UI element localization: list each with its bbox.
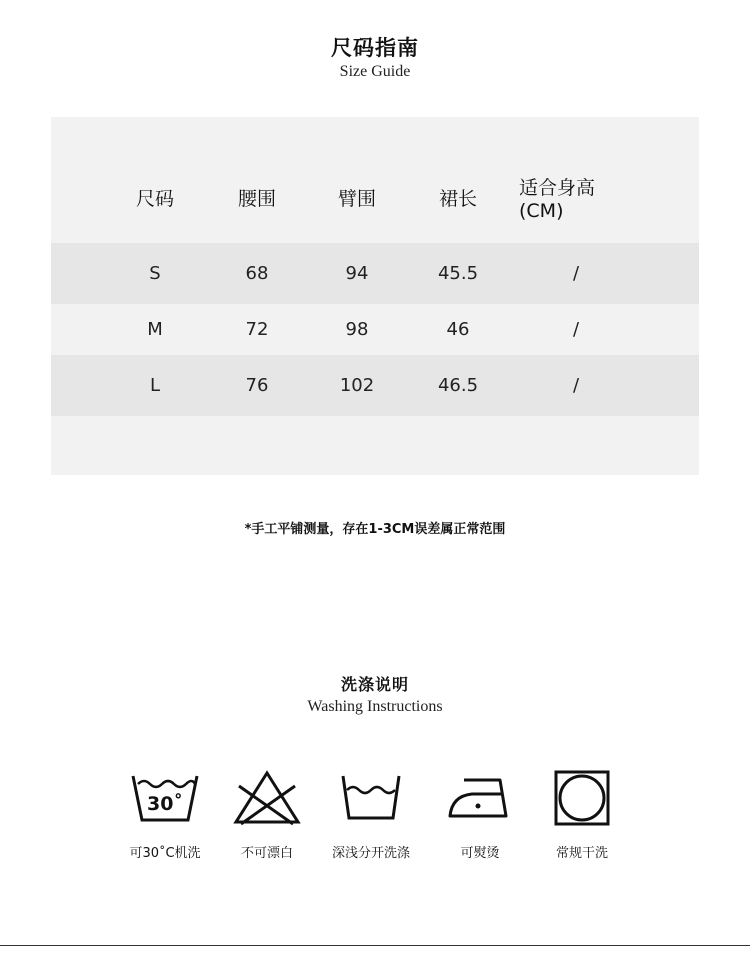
length-cell: 46.5 (437, 375, 479, 396)
header-size: 尺码 (135, 187, 174, 210)
wash-30-icon (129, 770, 201, 826)
arm-cell: 94 (345, 263, 369, 284)
table-row (51, 243, 699, 304)
care-label: 可熨烫 (460, 846, 500, 861)
table-row (51, 355, 699, 416)
care-item-dry (527, 770, 637, 870)
care-item-no-bleach (212, 770, 322, 870)
care-label: 深浅分开洗涤 (331, 846, 410, 861)
size-table-header (51, 172, 699, 222)
washing-subtitle: Washing Instructions (307, 698, 443, 715)
wash-temp-text: 30˚ (147, 793, 183, 815)
table-row (51, 304, 699, 355)
header-arm: 臂围 (337, 187, 376, 210)
care-item-wash (110, 770, 220, 870)
size-guide-title: 尺码指南 (331, 36, 419, 60)
height-cell: / (572, 319, 580, 340)
arm-cell: 102 (339, 375, 375, 396)
length-cell: 45.5 (437, 263, 479, 284)
size-guide-subtitle: Size Guide (339, 63, 411, 80)
header-waist: 腰围 (237, 187, 276, 210)
measurement-note: *手工平铺测量，存在1-3CM误差属正常范围 (244, 522, 506, 537)
waist-cell: 72 (245, 319, 269, 340)
care-item-iron (425, 770, 535, 870)
size-cell: L (149, 375, 161, 396)
care-label: 常规干洗 (555, 846, 608, 861)
height-cell: / (572, 263, 580, 284)
hand-wash-separately-icon (335, 770, 407, 826)
header-length: 裙长 (438, 187, 477, 210)
iron-icon (444, 770, 516, 826)
height-cell: / (572, 375, 580, 396)
care-label: 可30˚C机洗 (129, 846, 201, 861)
size-cell: M (147, 319, 163, 340)
do-not-bleach-icon (231, 770, 303, 826)
length-cell: 46 (446, 319, 470, 340)
waist-cell: 76 (245, 375, 269, 396)
size-cell: S (149, 263, 161, 284)
waist-cell: 68 (245, 263, 269, 284)
care-item-separate (316, 770, 426, 870)
tumble-dry-icon (546, 770, 618, 826)
header-height: 适合身高(CM) (519, 176, 596, 222)
size-table (51, 117, 699, 475)
care-label: 不可漂白 (240, 846, 293, 861)
arm-cell: 98 (345, 319, 369, 340)
washing-title: 洗涤说明 (340, 675, 409, 694)
bottom-divider (0, 945, 750, 946)
